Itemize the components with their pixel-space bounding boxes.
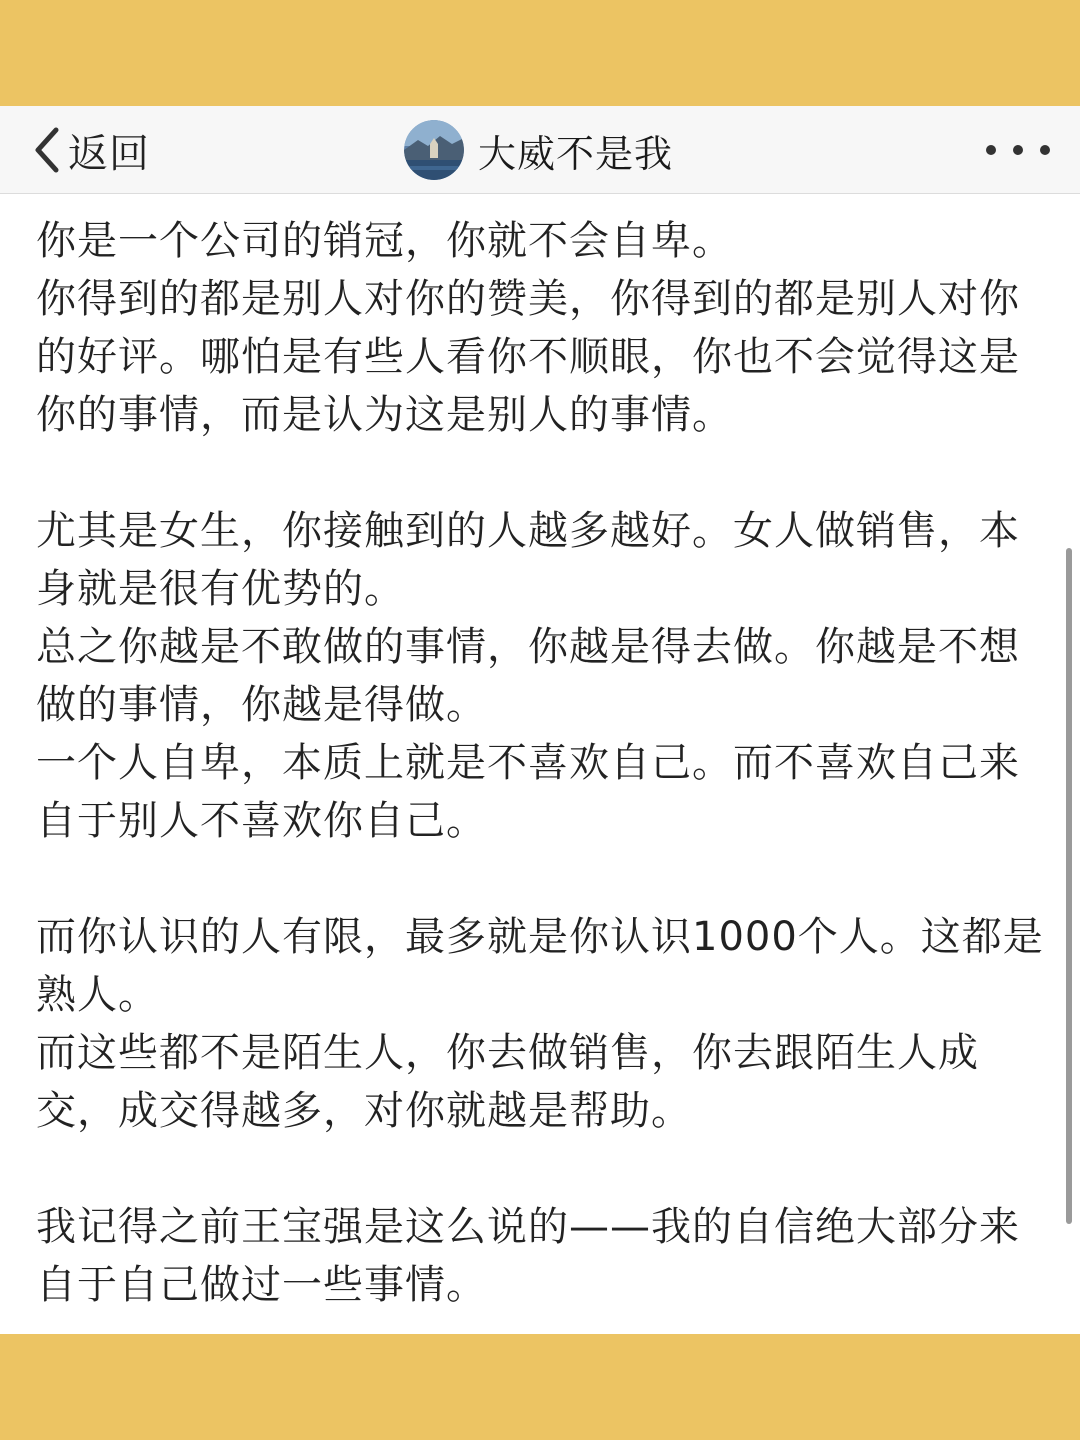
- paragraph-gap: [36, 1140, 1044, 1198]
- article-line: 熟人。: [36, 972, 159, 1018]
- article-line: 自于别人不喜欢你自己。: [36, 798, 487, 844]
- article-line: 你得到的都是别人对你的赞美，你得到的都是别人对你: [36, 276, 1020, 322]
- chat-title: [404, 106, 673, 194]
- article-line: 我记得之前王宝强是这么说的——我的自信绝大部分来: [36, 1204, 1020, 1250]
- article-line: 的好评。哪怕是有些人看你不顺眼，你也不会觉得这是: [36, 334, 1020, 380]
- more-horizontal-icon: [1013, 145, 1023, 155]
- more-horizontal-icon: [986, 145, 996, 155]
- article-line: 做的事情，你越是得做。: [36, 682, 487, 728]
- article-line: 身就是很有优势的。: [36, 566, 405, 612]
- article-line: 一个人自卑，本质上就是不喜欢自己。而不喜欢自己来: [36, 740, 1020, 786]
- article-line: 尤其是女生，你接触到的人越多越好。女人做销售，本: [36, 508, 1020, 554]
- article-line: 自于自己做过一些事情。: [36, 1262, 487, 1308]
- paragraph-gap: [36, 444, 1044, 502]
- scrollbar[interactable]: [1066, 548, 1072, 1224]
- article-line: 而这些都不是陌生人，你去做销售，你去跟陌生人成: [36, 1030, 979, 1076]
- article-line: 你是一个公司的销冠，你就不会自卑。: [36, 218, 733, 264]
- article-line: 你的事情，而是认为这是别人的事情。: [36, 392, 733, 438]
- more-options-button[interactable]: [986, 106, 1050, 194]
- article-body: [36, 212, 1044, 1314]
- more-horizontal-icon: [1040, 145, 1050, 155]
- navigation-bar: [0, 106, 1080, 194]
- back-label: 返回: [68, 130, 150, 177]
- back-button[interactable]: [28, 106, 150, 194]
- bottom-yellow-band: [0, 1334, 1080, 1440]
- top-yellow-band: [0, 0, 1080, 106]
- chevron-left-icon: [28, 124, 66, 176]
- article-line: 交，成交得越多，对你就越是帮助。: [36, 1088, 692, 1134]
- nav-title: 大威不是我: [478, 131, 674, 176]
- article-line: 而你认识的人有限，最多就是你认识1000个人。这都是: [36, 914, 1044, 960]
- paragraph-gap: [36, 850, 1044, 908]
- avatar[interactable]: [404, 120, 464, 180]
- article-line: 总之你越是不敢做的事情，你越是得去做。你越是不想: [36, 624, 1020, 670]
